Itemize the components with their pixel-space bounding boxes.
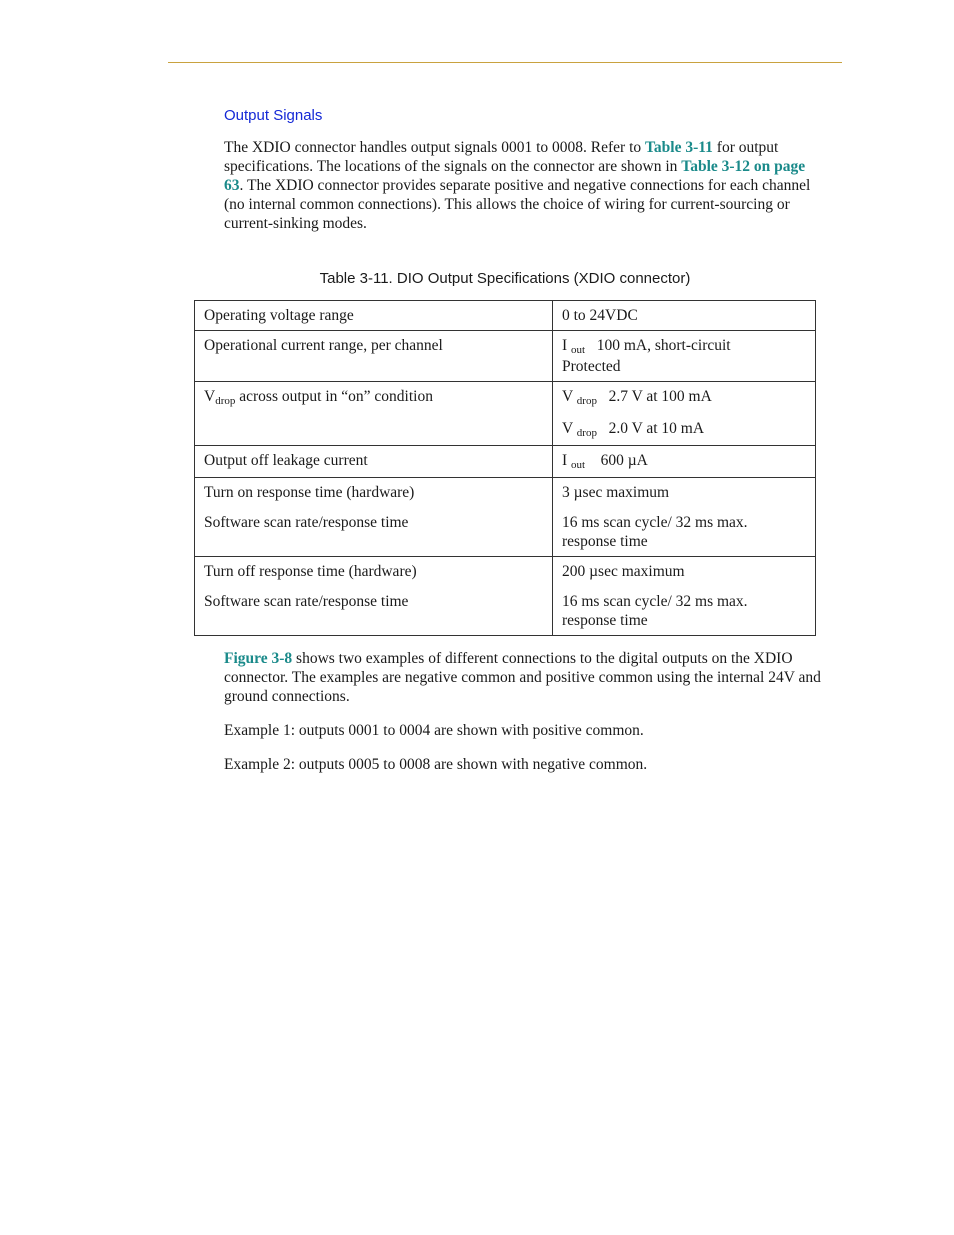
spec-label bbox=[195, 557, 553, 636]
leakage-value: 600 µA bbox=[600, 452, 648, 469]
example-2: Example 2: outputs 0005 to 0008 are shown with negative common. bbox=[224, 756, 648, 773]
figure-3-8-link[interactable]: Figure 3-8 bbox=[224, 650, 293, 667]
table-3-12-link[interactable]: Table 3-12 on page 63 bbox=[224, 158, 806, 194]
intro-text-1: The XDIO connector handles output signals 0001 to 0008. Refer to bbox=[224, 139, 645, 156]
intro-text-2: for output specifications. The locations of the signals on the connector are shown in bbox=[224, 139, 779, 175]
turn-on-label: Turn on response time (hardware) bbox=[204, 484, 415, 501]
intro-text-3: . The XDIO connector provides separate positive and negative connections for each channel (no internal common connections). This allows the choice of wiring for current-sourcing or current-sinking modes. bbox=[224, 177, 811, 232]
vdrop-label-text: across output in “on” condition bbox=[235, 388, 433, 405]
spec-label: Output off leakage current bbox=[195, 446, 553, 478]
scan-rate-label: Software scan rate/response time bbox=[204, 514, 409, 531]
vdrop-value-subscript: drop bbox=[576, 427, 597, 439]
scan-rate-value: 16 ms scan cycle/ 32 ms max. bbox=[562, 593, 748, 610]
current-protected: Protected bbox=[562, 358, 621, 375]
vdrop-value-1: 2.7 V at 100 mA bbox=[608, 388, 712, 405]
table-row bbox=[195, 478, 816, 557]
vdrop-value-symbol: V bbox=[562, 388, 573, 405]
spec-label bbox=[195, 478, 553, 557]
vdrop-value-symbol: V bbox=[562, 420, 573, 437]
spec-value bbox=[553, 382, 816, 446]
spec-table bbox=[194, 300, 816, 636]
table-row bbox=[195, 301, 816, 331]
table-caption: Table 3-11. DIO Output Specifications (XDIO connector) bbox=[319, 270, 691, 287]
section-heading: Output Signals bbox=[224, 107, 323, 124]
vdrop-subscript: drop bbox=[215, 395, 236, 407]
table-3-11-link[interactable]: Table 3-11 bbox=[645, 139, 713, 156]
turn-off-label: Turn off response time (hardware) bbox=[204, 563, 417, 580]
spec-value: 0 to 24VDC bbox=[553, 301, 816, 331]
figure-paragraph-text: shows two examples of different connections to the digital outputs on the XDIO connector. The examples are negative common and positive common using the internal 24V and ground connections. bbox=[224, 650, 821, 705]
example-1: Example 1: outputs 0001 to 0004 are shown with positive common. bbox=[224, 722, 644, 739]
spec-label: Operating voltage range bbox=[195, 301, 553, 331]
spec-label bbox=[195, 382, 553, 446]
current-symbol: I bbox=[562, 337, 568, 354]
spec-label: Operational current range, per channel bbox=[195, 331, 553, 382]
spec-value bbox=[553, 478, 816, 557]
vdrop-value-2: 2.0 V at 10 mA bbox=[608, 420, 705, 437]
spec-value bbox=[553, 557, 816, 636]
leakage-symbol: I bbox=[562, 452, 568, 469]
table-row bbox=[195, 382, 816, 446]
table-row bbox=[195, 557, 816, 636]
intro-paragraph bbox=[224, 138, 828, 233]
scan-rate-value-2: response time bbox=[562, 612, 648, 629]
turn-on-value: 3 µsec maximum bbox=[562, 484, 670, 501]
header-rule bbox=[168, 62, 842, 63]
vdrop-symbol: V bbox=[204, 388, 216, 405]
spec-value bbox=[553, 446, 816, 478]
scan-rate-value-2: response time bbox=[562, 533, 648, 550]
spec-value bbox=[553, 331, 816, 382]
current-range-value: 100 mA, short-circuit bbox=[596, 337, 731, 354]
figure-paragraph bbox=[224, 649, 828, 706]
vdrop-value-subscript: drop bbox=[576, 395, 597, 407]
table-row bbox=[195, 446, 816, 478]
turn-off-value: 200 µsec maximum bbox=[562, 563, 685, 580]
leakage-subscript: out bbox=[571, 459, 586, 471]
scan-rate-label: Software scan rate/response time bbox=[204, 593, 409, 610]
table-row bbox=[195, 331, 816, 382]
current-subscript: out bbox=[571, 344, 586, 356]
scan-rate-value: 16 ms scan cycle/ 32 ms max. bbox=[562, 514, 748, 531]
